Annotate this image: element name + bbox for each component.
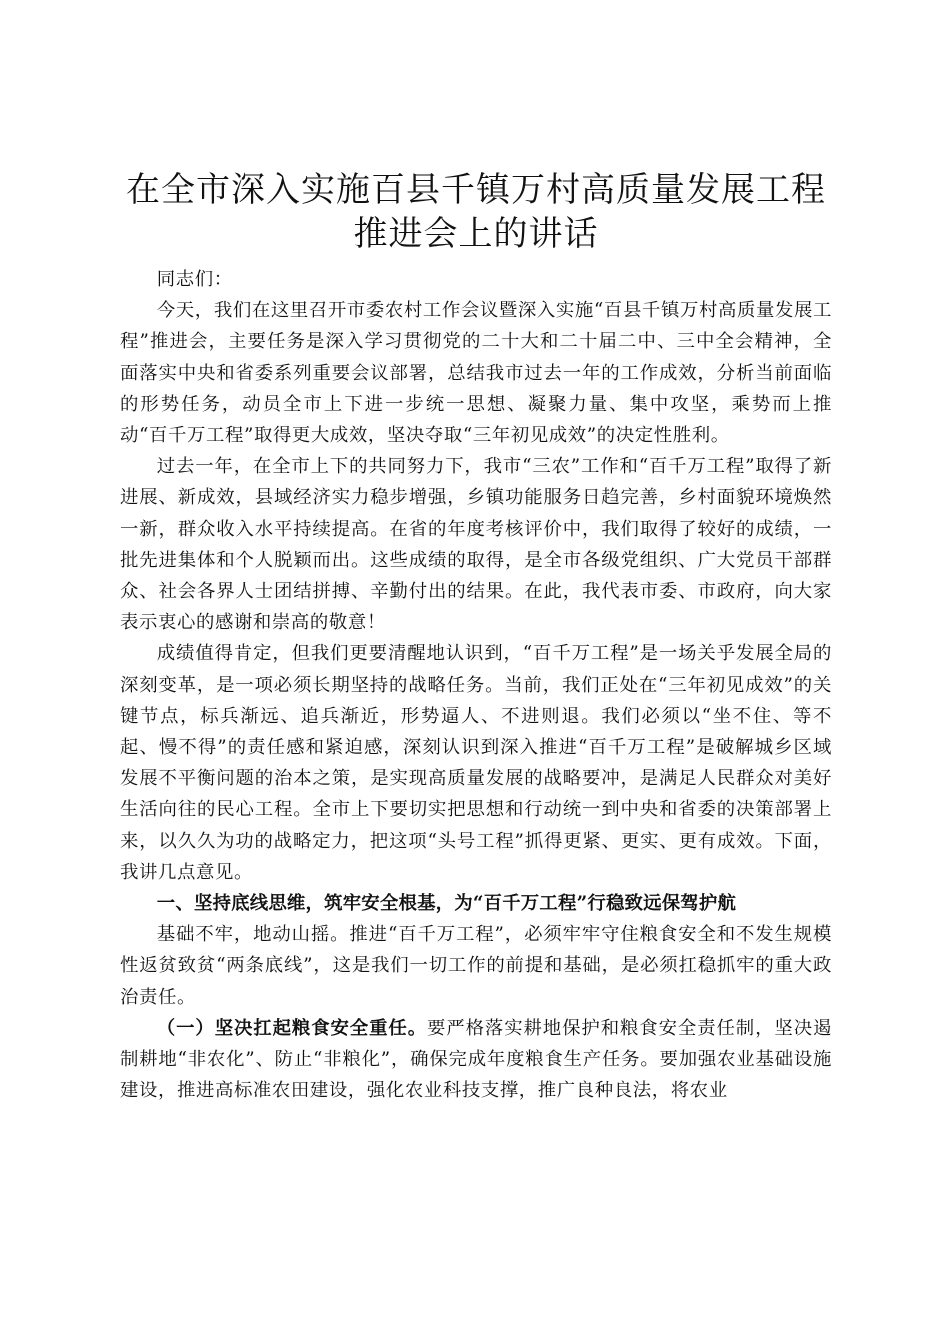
subsection-text: 要严格落实耕地保护和粮食安全责任制，坚决遏制耕地“非农化”、防止“非粮化”，确保完成年度粮食生产任务。要加强农业基础设施建设，推进高标准农田建设，强化农业科技支撑，推广良种良法，将农业: [120, 1017, 832, 1102]
paragraph-opening: 今天，我们在这里召开市委农村工作会议暨深入实施“百县千镇万村高质量发展工程”推进会，主要任务是深入学习贯彻党的二十大和二十届二中、三中全会精神，全面落实中央和省委系列重要会议部署，总结我市过去一年的工作成效，分析当前面临的形势任务，动员全市上下进一步统一思想、凝聚力量、集中攻坚，乘势而上推动“百千万工程”取得更大成效，坚决夺取“三年初见成效”的决定性胜利。: [120, 300, 832, 447]
paragraph-achievements: 过去一年，在全市上下的共同努力下，我市“三农”工作和“百千万工程”取得了新进展、新成效，县域经济实力稳步增强，乡镇功能服务日趋完善，乡村面貌环境焕然一新，群众收入水平持续提高。在省的年度考核评价中，我们取得了较好的成绩，一批先进集体和个人脱颖而出。这些成绩的取得，是全市各级党组织、广大党员干部群众、社会各界人士团结拼搏、辛勤付出的结果。在此，我代表市委、市政府，向大家表示衷心的感谢和崇高的敬意！: [120, 456, 832, 634]
title-line-2: 推进会上的讲话: [353, 214, 599, 254]
paragraph-subsection-1: [120, 1013, 832, 1107]
title-line-1: 在全市深入实施百县千镇万村高质量发展工程: [126, 170, 826, 210]
section-heading-1: 一、坚持底线思维，筑牢安全根基，为“百千万工程”行稳致远保驾护航: [156, 893, 737, 915]
document-page: [120, 168, 832, 1106]
paragraph-situation: 成绩值得肯定，但我们更要清醒地认识到，“百千万工程”是一场关乎发展全局的深刻变革，是一项必须长期坚持的战略任务。当前，我们正处在“三年初见成效”的关键节点，标兵渐远、追兵渐近，形势逼人、不进则退。我们必须以“坐不住、等不起、慢不得”的责任感和紧迫感，深刻认识到深入推进“百千万工程”是破解城乡区域发展不平衡问题的治本之策，是实现高质量发展的战略要冲，是满足人民群众对美好生活向往的民心工程。全市上下要切实把思想和行动统一到中央和省委的决策部署上来，以久久为功的战略定力，把这项“头号工程”抓得更紧、更实、更有成效。下面，我讲几点意见。: [120, 643, 832, 883]
paragraph-section-intro: 基础不牢，地动山摇。推进“百千万工程”，必须牢牢守住粮食安全和不发生规模性返贫致贫“两条底线”，这是我们一切工作的前提和基础，是必须扛稳抓牢的重大政治责任。: [120, 924, 832, 1008]
document-body: [120, 264, 832, 1106]
salutation: 同志们：: [156, 269, 233, 290]
subsection-lead: （一）坚决扛起粮食安全重任。: [156, 1017, 427, 1039]
document-title: [120, 168, 832, 256]
